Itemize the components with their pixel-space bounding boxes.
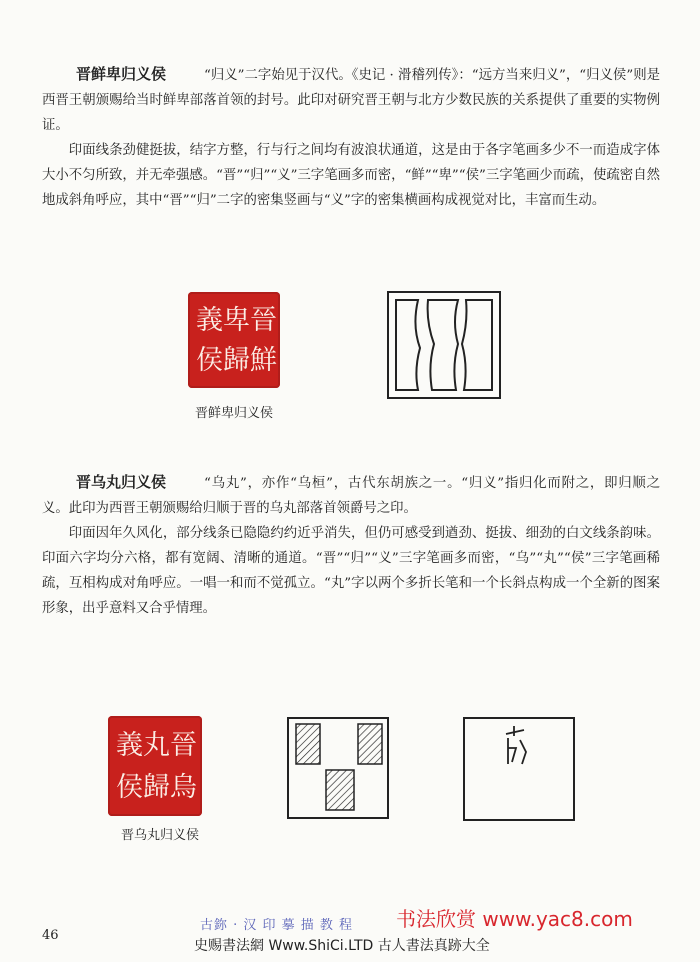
seal-glyph: 侯	[116, 771, 143, 803]
seal-glyph: 丸	[143, 729, 170, 761]
section1-text	[42, 62, 660, 213]
section2-text	[42, 470, 660, 621]
watermark-black: 史赐書法網 Www.ShiCi.LTD 古人書法真跡大全	[194, 938, 490, 954]
layout-sketch-wan-character	[458, 712, 582, 826]
section2-lead: “乌丸”，亦作“乌桓”，古代东胡族之一。“归义”指归化而附之，即归顺之义。此印为西晋王朝颁赐给归顺于晋的乌丸部落首领爵号之印。	[42, 476, 660, 516]
seal-glyph: 義	[196, 304, 223, 336]
section2-title: 晋乌丸归义侯	[76, 473, 167, 491]
seal-glyph: 晉	[170, 729, 197, 761]
seal-glyph: 侯	[196, 344, 223, 376]
section2-body: 印面因年久风化，部分线条已隐隐约约近乎消失，但仍可感受到遒劲、挺拔、细劲的白文线条韵味。印面六字均分六格，都有宽阔、清晰的通道。“晋”“归”“义”三字笔画多而密，“乌”“丸”“侯”三字笔画稀疏，互相构成对角呼应。一唱一和而不觉孤立。“丸”字以两个多折长笔和一个长斜点构成一个全新的图案形象，出乎意料又合乎情理。	[42, 526, 660, 616]
seal-wuwan-caption: 晋乌丸归义侯	[120, 828, 199, 843]
layout-sketch-wuwan-grid	[282, 714, 394, 824]
seal-wuwan-image	[108, 716, 202, 816]
section1-title: 晋鲜卑归义侯	[76, 65, 167, 83]
seal-glyph: 卑	[223, 304, 250, 336]
watermark-red: 书法欣赏 www.yac8.com	[396, 907, 633, 931]
seal-glyph: 歸	[143, 771, 170, 803]
seal-xianbei-image	[188, 292, 280, 388]
layout-sketch-xianbei	[382, 286, 506, 404]
seal-glyph: 鮮	[250, 344, 277, 376]
seal-glyph: 烏	[170, 771, 197, 803]
series-footer: 古鉨 · 汉 印 摹 描 教 程	[200, 918, 354, 933]
section1-lead: “归义”二字始见于汉代。《史记 · 滑稽列传》：“远方当来归义”，“归义侯”则是西晋王朝颁赐给当时鲜卑部落首领的封号。此印对研究晋王朝与北方少数民族的关系提供了重要的实物例证。	[42, 68, 660, 133]
seal-glyph: 晉	[250, 304, 277, 336]
section1-body: 印面线条劲健挺拔，结字方整，行与行之间均有波浪状通道，这是由于各字笔画多少不一而造成字体大小不匀所致，并无牵强感。“晋”“归”“义”三字笔画多而密，“鲜”“卑”“侯”三字笔画少而疏，使疏密自然地成斜角呼应，其中“晋”“归”二字的密集竖画与“义”字的密集横画构成视觉对比，丰富而生动。	[42, 143, 660, 208]
seal-glyph: 義	[116, 729, 143, 761]
page-number: 46	[42, 928, 59, 943]
seal-xianbei-caption: 晋鲜卑归义侯	[194, 406, 273, 421]
seal-glyph: 歸	[223, 344, 250, 376]
